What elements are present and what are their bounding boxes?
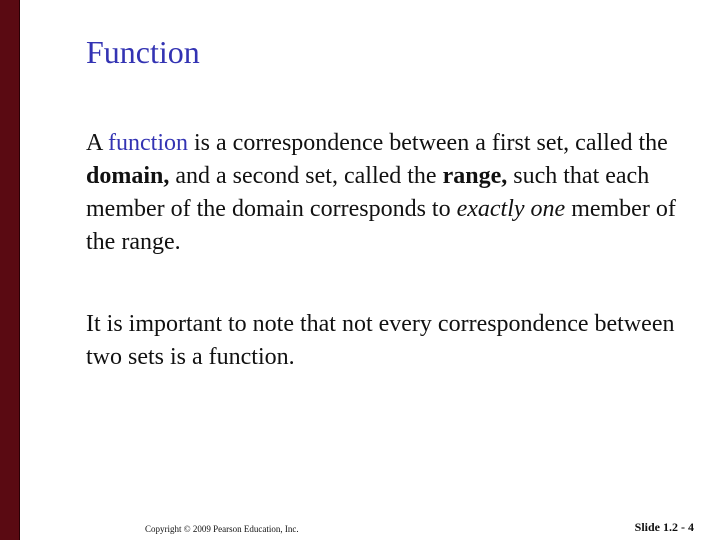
text-segment: is a correspondence between a first set, called the [188,130,668,156]
note-paragraph: It is important to note that not every correspondence between two sets is a function. [86,311,675,370]
term-range: range, [442,163,508,189]
text-segment: A [86,130,109,156]
term-domain: domain, [86,163,170,189]
copyright-notice: Copyright © 2009 Pearson Education, Inc. [145,524,299,534]
term-function: function [108,130,188,156]
slide-number: Slide 1.2 - 4 [634,520,694,534]
slide-title: Function [86,34,200,70]
text-segment: such that each member of the domain corresponds to [86,163,650,222]
definition-paragraph [86,127,686,259]
text-segment: member of the range. [86,196,676,255]
emphasis-exactly-one: exactly one [456,196,566,222]
text-segment: and a second set, called the [169,163,443,189]
left-accent-bar [0,0,20,540]
